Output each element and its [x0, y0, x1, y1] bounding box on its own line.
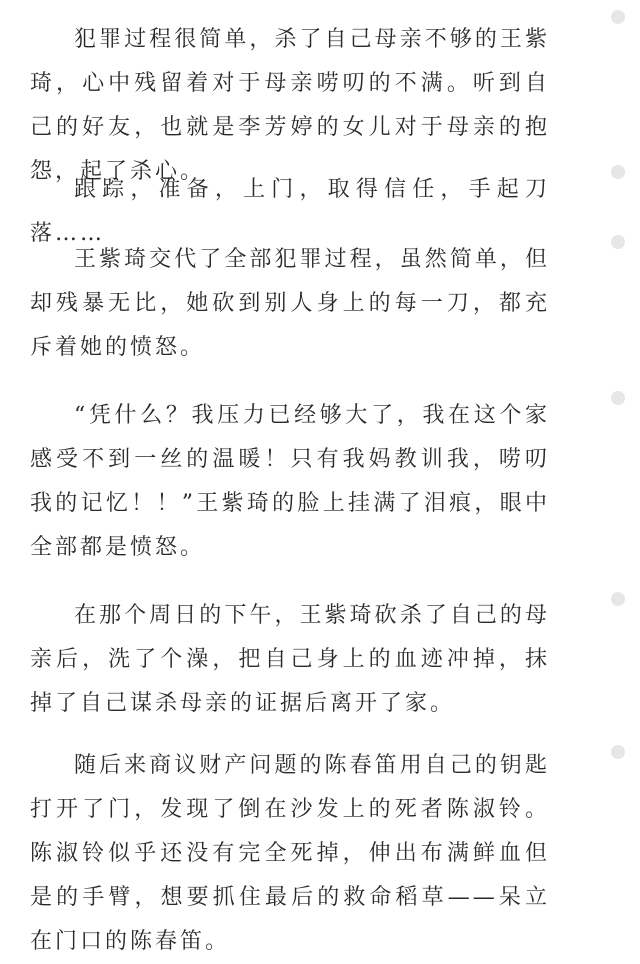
paragraph-marker-dot[interactable] [611, 592, 625, 606]
paragraph-6: 随后来商议财产问题的陈春笛用自己的钥匙打开了门，发现了倒在沙发上的死者陈淑铃。陈淑铃似乎还没有完全死掉，伸出布满鲜血但是的手臂，想要抓住最后的救命稻草——呆立在门口的陈春笛。 [30, 753, 550, 954]
paragraph-5: 在那个周日的下午，王紫琦砍杀了自己的母亲后，洗了个澡，把自己身上的血迹冲掉，抹掉了自己谋杀母亲的证据后离开了家。 [30, 603, 550, 716]
paragraph-4: “凭什么？我压力已经够大了，我在这个家感受不到一丝的温暖！只有我妈教训我，唠叨我的记忆！！”王紫琦的脸上挂满了泪痕，眼中全部都是愤怒。 [30, 403, 550, 560]
paragraph-marker-dot[interactable] [611, 391, 625, 405]
paragraph-marker-dot[interactable] [611, 235, 625, 249]
paragraph-marker-dot[interactable] [611, 745, 625, 759]
paragraph-1: 犯罪过程很简单，杀了自己母亲不够的王紫琦，心中残留着对于母亲唠叨的不满。听到自己的好友，也就是李芳婷的女儿对于母亲的抱怨，起了杀心。 [30, 27, 550, 184]
paragraph-3: 王紫琦交代了全部犯罪过程，虽然简单，但却残暴无比，她砍到别人身上的每一刀，都充斥着她的愤怒。 [30, 247, 550, 360]
paragraph-marker-dot[interactable] [611, 165, 625, 179]
paragraph-marker-dot[interactable] [611, 10, 625, 24]
paragraph-2: 跟踪，准备，上门，取得信任，手起刀落…… [30, 177, 550, 246]
